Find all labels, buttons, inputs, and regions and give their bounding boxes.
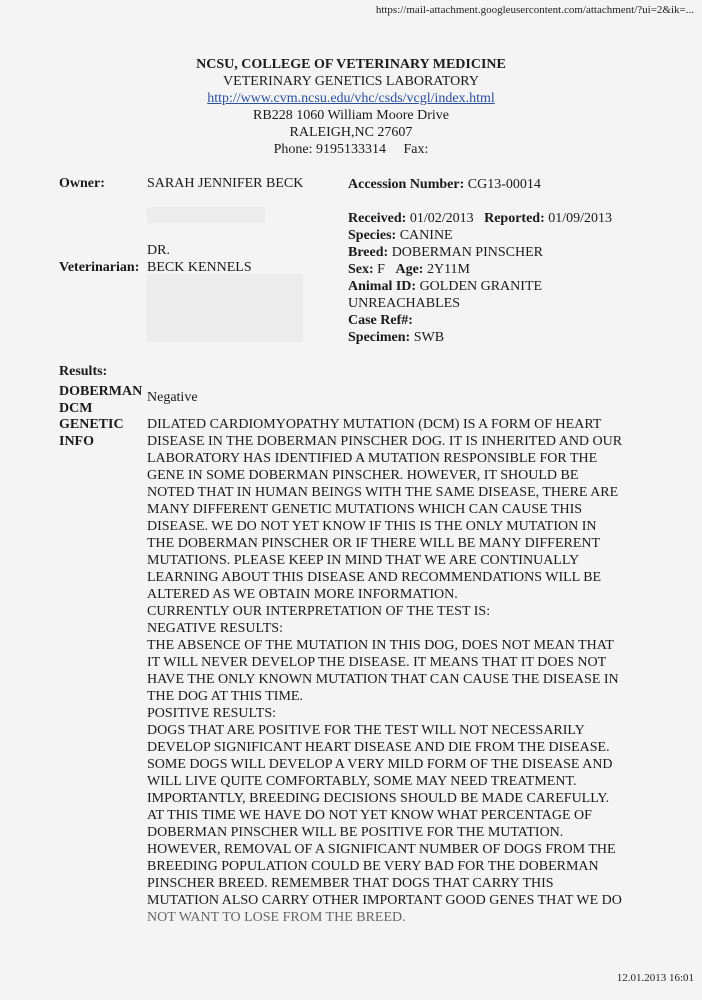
lab-name: VETERINARY GENETICS LABORATORY [223,74,479,89]
test-name-line-2: DCM [59,401,93,416]
info-line: DOGS THAT ARE POSITIVE FOR THE TEST WILL NOT NECESSARILY [147,723,585,738]
genetic-info-text [147,416,647,926]
phone-number: 9195133314 [316,142,386,157]
species-value: CANINE [399,228,453,243]
species-label: Species: [348,228,397,243]
redacted-address [147,207,265,223]
letterhead [0,56,702,158]
breed-value: DOBERMAN PINSCHER [391,245,543,260]
veterinarian-name: BECK KENNELS [147,260,252,275]
info-line: AT THIS TIME WE HAVE DO NOT YET KNOW WHAT PERCENTAGE OF [147,808,592,823]
test-name [59,383,142,417]
received-reported-line [348,210,612,227]
info-line: THE ABSENCE OF THE MUTATION IN THIS DOG, DOES NOT MEAN THAT [147,638,614,653]
info-line: THE DOG AT THIS TIME. [147,689,303,704]
species-line [348,227,453,244]
specimen-value: SWB [413,330,445,345]
info-line: POSITIVE RESULTS: [147,706,277,721]
info-line: BREEDING POPULATION COULD BE VERY BAD FOR THE DOBERMAN [147,859,599,874]
age-label: Age: [395,262,424,277]
reported-date: 01/09/2013 [548,211,613,226]
info-line: LEARNING ABOUT THIS DISEASE AND RECOMMENDATIONS WILL BE [147,570,602,585]
info-line: NEGATIVE RESULTS: [147,621,283,636]
genetic-info-label-line-2: INFO [59,434,94,449]
info-line: IT WILL NEVER DEVELOP THE DISEASE. IT MEANS THAT IT DOES NOT [147,655,607,670]
print-timestamp: 12.01.2013 16:01 [616,972,694,984]
info-line: MUTATION ALSO CARRY OTHER IMPORTANT GOOD GENES THAT WE DO [147,893,622,908]
genetic-info-label [59,416,124,450]
info-line: HAVE THE ONLY KNOWN MUTATION THAT CAN CAUSE THE DISEASE IN [147,672,619,687]
age-value: 2Y11M [426,262,471,277]
test-result: Negative [147,390,198,405]
info-line: WILL LIVE QUITE COMFORTABLY, SOME MAY NEED TREATMENT. [147,774,577,789]
case-ref-label: Case Ref#: [348,313,413,328]
info-line: CURRENTLY OUR INTERPRETATION OF THE TEST IS: [147,604,491,619]
owner-name: SARAH JENNIFER BECK [147,176,304,191]
animal-id-label: Animal ID: [348,279,417,294]
animal-id-line [348,278,542,295]
accession-label: Accession Number: [348,177,465,192]
animal-id-value: GOLDEN GRANITE [419,279,543,294]
address-line-1: RB228 1060 William Moore Drive [253,108,449,123]
results-label: Results: [59,364,108,379]
info-line: SOME DOGS WILL DEVELOP A VERY MILD FORM OF THE DISEASE AND [147,757,613,772]
animal-id-line-2: UNREACHABLES [348,296,461,311]
fax-label: Fax: [403,142,429,157]
breed-line [348,244,543,261]
lab-website-link[interactable]: http://www.cvm.ncsu.edu/vhc/csds/vcgl/index.html [207,91,495,106]
test-name-line-1: DOBERMAN [59,384,143,399]
genetic-info-label-line-1: GENETIC [59,417,124,432]
phone-label: Phone: [273,142,313,157]
info-line: IMPORTANTLY, BREEDING DECISIONS SHOULD BE MADE CAREFULLY. [147,791,610,806]
info-line: MANY DIFFERENT GENETIC MUTATIONS WHICH CAN CAUSE THIS [147,502,583,517]
info-line: DISEASE IN THE DOBERMAN PINSCHER DOG. IT IS INHERITED AND OUR [147,434,623,449]
info-line: HOWEVER, REMOVAL OF A SIGNIFICANT NUMBER OF DOGS FROM THE [147,842,616,857]
case-ref-line [348,312,413,329]
browser-url: https://mail-attachment.googleusercontent.com/attachment/?ui=2&ik=... [375,4,694,16]
info-line: GENE IN SOME DOBERMAN PINSCHER. HOWEVER, IT SHOULD BE [147,468,579,483]
sex-age-line [348,261,470,278]
received-label: Received: [348,211,407,226]
info-line: LABORATORY HAS IDENTIFIED A MUTATION RESPONSIBLE FOR THE [147,451,598,466]
info-line: MUTATIONS. PLEASE KEEP IN MIND THAT WE ARE CONTINUALLY [147,553,580,568]
specimen-label: Specimen: [348,330,411,345]
accession-number: CG13-00014 [467,177,541,192]
breed-label: Breed: [348,245,389,260]
veterinarian-label: Veterinarian: [59,260,140,275]
info-line: NOTED THAT IN HUMAN BEINGS WITH THE SAME DISEASE, THERE ARE [147,485,619,500]
phone-fax-line [0,141,702,158]
info-line: ALTERED AS WE OBTAIN MORE INFORMATION. [147,587,458,602]
info-line: THE DOBERMAN PINSCHER OR IF THERE WILL BE MANY DIFFERENT [147,536,601,551]
info-line: DILATED CARDIOMYOPATHY MUTATION (DCM) IS A FORM OF HEART [147,417,602,432]
owner-label: Owner: [59,176,105,191]
reported-label: Reported: [484,211,545,226]
sex-value: F [377,262,385,277]
info-line: PINSCHER BREED. REMEMBER THAT DOGS THAT CARRY THIS [147,876,554,891]
info-line: DEVELOP SIGNIFICANT HEART DISEASE AND DIE FROM THE DISEASE. [147,740,610,755]
redacted-vet-address [147,274,303,342]
institution-name: NCSU, COLLEGE OF VETERINARY MEDICINE [196,57,506,72]
specimen-line [348,329,444,346]
info-line: DOBERMAN PINSCHER WILL BE POSITIVE FOR THE MUTATION. [147,825,564,840]
info-line: NOT WANT TO LOSE FROM THE BREED. [147,910,406,925]
info-line: DISEASE. WE DO NOT YET KNOW IF THIS IS THE ONLY MUTATION IN [147,519,597,534]
accession-line [348,176,541,193]
vet-prefix: DR. [147,243,170,258]
address-line-2: RALEIGH,NC 27607 [289,125,413,140]
sex-label: Sex: [348,262,374,277]
received-date: 01/02/2013 [409,211,474,226]
